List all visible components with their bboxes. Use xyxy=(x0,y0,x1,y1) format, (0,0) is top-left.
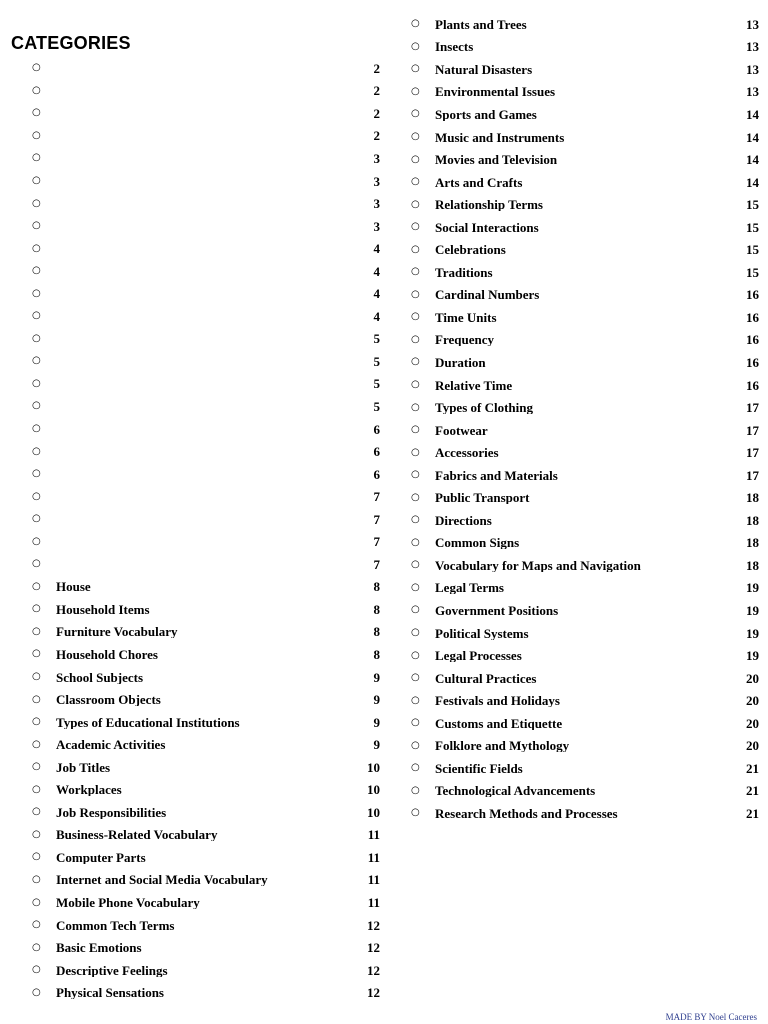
toc-entry-page-number: 3 xyxy=(373,173,380,189)
toc-entry-label: Customs and Etiquette xyxy=(435,716,563,730)
toc-entry-page-number: 5 xyxy=(373,331,380,347)
circle-bullet-icon: ○ xyxy=(32,919,41,931)
toc-entry-label: Folklore and Mythology xyxy=(435,739,570,753)
circle-bullet-icon: ○ xyxy=(411,40,420,52)
toc-entry-label: Vocabulary for Maps and Navigation xyxy=(435,558,641,572)
toc-entry-label: Types of Clothing xyxy=(435,401,533,415)
toc-entry[interactable] xyxy=(28,621,380,644)
circle-bullet-icon: ○ xyxy=(411,176,420,188)
toc-entry-page-number: 6 xyxy=(373,466,380,482)
toc-entry-page-number: 14 xyxy=(746,152,759,168)
toc-entry[interactable] xyxy=(28,147,380,170)
toc-entry-label: Insects xyxy=(435,40,474,54)
toc-entry-page-number: 10 xyxy=(367,782,380,798)
toc-entry-label: Footwear xyxy=(435,423,488,437)
toc-entry-page-number: 6 xyxy=(373,421,380,437)
toc-entry[interactable] xyxy=(407,757,759,780)
circle-bullet-icon: ○ xyxy=(32,423,41,435)
toc-entry-page-number: 11 xyxy=(367,849,380,865)
circle-bullet-icon: ○ xyxy=(32,671,41,683)
toc-entry-label: Furniture Vocabulary xyxy=(56,625,178,639)
toc-entry-label: Festivals and Holidays xyxy=(435,694,560,708)
toc-entry[interactable] xyxy=(407,780,759,803)
toc-entry[interactable] xyxy=(28,373,380,396)
toc-entry[interactable] xyxy=(28,688,380,711)
circle-bullet-icon: ○ xyxy=(32,941,41,953)
toc-entry-label: Duration xyxy=(435,355,486,369)
toc-entry-label: Celebrations xyxy=(435,243,506,257)
toc-entry[interactable] xyxy=(28,395,380,418)
toc-entry-page-number: 20 xyxy=(746,693,759,709)
toc-entry[interactable] xyxy=(28,756,380,779)
circle-bullet-icon: ○ xyxy=(32,964,41,976)
categories-heading: CATEGORIES xyxy=(11,33,131,53)
toc-entry[interactable] xyxy=(407,148,759,171)
circle-bullet-icon: ○ xyxy=(32,648,41,660)
circle-bullet-icon: ○ xyxy=(32,580,41,592)
toc-entry-page-number: 5 xyxy=(373,353,380,369)
toc-entry-page-number: 3 xyxy=(373,150,380,166)
circle-bullet-icon: ○ xyxy=(32,693,41,705)
toc-entry-page-number: 16 xyxy=(746,354,759,370)
toc-entry-page-number: 17 xyxy=(746,445,759,461)
toc-entry-page-number: 15 xyxy=(746,197,759,213)
toc-entry[interactable] xyxy=(28,959,380,982)
circle-bullet-icon: ○ xyxy=(32,761,41,773)
toc-entry-label: Traditions xyxy=(435,265,493,279)
toc-entry-page-number: 17 xyxy=(746,422,759,438)
toc-entry[interactable] xyxy=(407,554,759,577)
toc-entry[interactable] xyxy=(407,351,759,374)
circle-bullet-icon: ○ xyxy=(411,514,420,526)
toc-entry[interactable] xyxy=(28,666,380,689)
toc-entry-page-number: 21 xyxy=(746,760,759,776)
toc-entry-page-number: 19 xyxy=(746,625,759,641)
toc-entry-label: Sports and Games xyxy=(435,107,537,121)
circle-bullet-icon: ○ xyxy=(32,445,41,457)
toc-entry[interactable] xyxy=(28,102,380,125)
toc-entry-page-number: 18 xyxy=(746,557,759,573)
toc-entry[interactable] xyxy=(407,81,759,104)
circle-bullet-icon: ○ xyxy=(32,62,41,74)
toc-entry[interactable] xyxy=(407,509,759,532)
circle-bullet-icon: ○ xyxy=(411,18,420,30)
toc-entry[interactable] xyxy=(407,486,759,509)
toc-entry-label: Relationship Terms xyxy=(435,198,543,212)
toc-entry-page-number: 18 xyxy=(746,512,759,528)
circle-bullet-icon: ○ xyxy=(32,377,41,389)
toc-entry[interactable] xyxy=(28,576,380,599)
toc-entry-label: Environmental Issues xyxy=(435,85,556,99)
toc-entry-page-number: 16 xyxy=(746,377,759,393)
circle-bullet-icon: ○ xyxy=(411,266,420,278)
circle-bullet-icon: ○ xyxy=(411,63,420,75)
toc-entry-page-number: 16 xyxy=(746,287,759,303)
toc-entry-page-number: 7 xyxy=(373,511,380,527)
circle-bullet-icon: ○ xyxy=(411,356,420,368)
circle-bullet-icon: ○ xyxy=(32,828,41,840)
toc-entry-label: Physical Sensations xyxy=(56,986,164,1000)
toc-entry-label: Public Transport xyxy=(435,491,530,505)
toc-entry-label: Scientific Fields xyxy=(435,761,523,775)
toc-entry-label: Relative Time xyxy=(435,378,513,392)
right-toc-column xyxy=(407,13,759,825)
toc-entry-label: Business-Related Vocabulary xyxy=(56,828,218,842)
circle-bullet-icon: ○ xyxy=(32,355,41,367)
toc-entry[interactable] xyxy=(407,599,759,622)
toc-entry[interactable] xyxy=(28,801,380,824)
toc-entry[interactable] xyxy=(28,350,380,373)
toc-entry-label: Classroom Objects xyxy=(56,693,161,707)
toc-entry[interactable] xyxy=(28,440,380,463)
toc-entry[interactable] xyxy=(28,418,380,441)
toc-entry-label: Political Systems xyxy=(435,626,529,640)
toc-entry-page-number: 11 xyxy=(367,895,380,910)
toc-entry[interactable] xyxy=(28,485,380,508)
toc-entry-label: Job Titles xyxy=(56,760,111,774)
circle-bullet-icon: ○ xyxy=(411,807,420,819)
circle-bullet-icon: ○ xyxy=(411,131,420,142)
toc-entry-label: Common Signs xyxy=(435,536,520,550)
circle-bullet-icon: ○ xyxy=(411,604,420,616)
toc-entry-page-number: 19 xyxy=(746,648,759,664)
toc-entry-page-number: 13 xyxy=(746,39,759,55)
toc-entry-label: Types of Educational Institutions xyxy=(56,715,240,729)
toc-entry-page-number: 7 xyxy=(373,556,380,572)
toc-entry-page-number: 8 xyxy=(373,579,380,595)
circle-bullet-icon: ○ xyxy=(411,717,420,729)
toc-entry[interactable] xyxy=(407,667,759,690)
toc-entry[interactable] xyxy=(407,644,759,667)
toc-entry-page-number: 21 xyxy=(746,805,759,821)
circle-bullet-icon: ○ xyxy=(411,739,420,751)
circle-bullet-icon: ○ xyxy=(411,784,420,796)
toc-entry[interactable] xyxy=(28,80,380,103)
toc-entry-page-number: 6 xyxy=(373,444,380,460)
circle-bullet-icon: ○ xyxy=(32,625,41,637)
toc-entry-page-number: 15 xyxy=(746,219,759,235)
toc-entry-page-number: 14 xyxy=(746,106,759,122)
toc-entry[interactable] xyxy=(28,936,380,959)
toc-entry-page-number: 10 xyxy=(367,804,380,820)
toc-entry-page-number: 15 xyxy=(746,264,759,280)
toc-entry[interactable] xyxy=(28,553,380,576)
toc-entry-label: Household Chores xyxy=(56,647,158,661)
toc-entry-page-number: 9 xyxy=(373,692,380,708)
toc-entry[interactable] xyxy=(407,689,759,712)
toc-entry[interactable] xyxy=(28,981,380,1004)
toc-entry[interactable] xyxy=(407,712,759,735)
toc-entry-label: Technological Advancements xyxy=(435,784,596,798)
circle-bullet-icon: ○ xyxy=(411,311,420,323)
toc-entry-label: Fabrics and Materials xyxy=(435,468,558,482)
toc-entry-label: Basic Emotions xyxy=(56,941,142,955)
toc-entry[interactable] xyxy=(407,126,759,149)
toc-entry[interactable] xyxy=(28,914,380,937)
left-toc-column xyxy=(28,57,380,1004)
toc-entry[interactable] xyxy=(407,464,759,487)
circle-bullet-icon: ○ xyxy=(411,401,420,413)
toc-entry-label: Computer Parts xyxy=(56,850,146,864)
toc-entry[interactable] xyxy=(28,711,380,734)
circle-bullet-icon: ○ xyxy=(32,400,41,412)
circle-bullet-icon: ○ xyxy=(32,873,41,885)
toc-entry-page-number: 13 xyxy=(746,61,759,77)
toc-entry[interactable] xyxy=(28,170,380,193)
toc-entry-page-number: 20 xyxy=(746,738,759,754)
toc-entry[interactable] xyxy=(28,891,380,914)
circle-bullet-icon: ○ xyxy=(32,896,41,908)
circle-bullet-icon: ○ xyxy=(411,762,420,774)
circle-bullet-icon: ○ xyxy=(32,806,41,818)
circle-bullet-icon: ○ xyxy=(32,129,41,141)
toc-entry[interactable] xyxy=(28,57,380,80)
toc-entry-page-number: 16 xyxy=(746,332,759,348)
toc-entry[interactable] xyxy=(28,733,380,756)
toc-entry-label: Internet and Social Media Vocabulary xyxy=(56,873,268,887)
toc-entry[interactable] xyxy=(28,260,380,283)
toc-entry-page-number: 13 xyxy=(746,84,759,100)
circle-bullet-icon: ○ xyxy=(32,242,41,254)
toc-entry-page-number: 8 xyxy=(373,646,380,662)
toc-entry-page-number: 18 xyxy=(746,535,759,551)
circle-bullet-icon: ○ xyxy=(32,175,41,186)
toc-entry-page-number: 10 xyxy=(367,759,380,775)
circle-bullet-icon: ○ xyxy=(32,513,41,525)
toc-entry-label: Plants and Trees xyxy=(435,17,527,31)
circle-bullet-icon: ○ xyxy=(411,379,420,391)
toc-entry-page-number: 3 xyxy=(373,196,380,212)
toc-entry[interactable] xyxy=(407,193,759,216)
toc-entry[interactable] xyxy=(28,824,380,847)
toc-entry[interactable] xyxy=(407,329,759,352)
toc-entry-page-number: 9 xyxy=(373,714,380,730)
toc-entry-label: Academic Activities xyxy=(56,738,166,752)
toc-entry-page-number: 12 xyxy=(367,962,380,978)
circle-bullet-icon: ○ xyxy=(411,221,420,233)
toc-entry[interactable] xyxy=(407,306,759,329)
toc-entry[interactable] xyxy=(407,284,759,307)
toc-entry-label: Arts and Crafts xyxy=(435,175,523,189)
toc-entry-label: Movies and Television xyxy=(435,153,558,167)
circle-bullet-icon: ○ xyxy=(32,716,41,728)
toc-entry[interactable] xyxy=(407,802,759,825)
toc-entry[interactable] xyxy=(407,216,759,239)
toc-entry-label: Frequency xyxy=(435,333,494,347)
circle-bullet-icon: ○ xyxy=(32,197,41,209)
toc-entry-page-number: 4 xyxy=(373,308,380,324)
toc-entry-label: Government Positions xyxy=(435,603,559,617)
circle-bullet-icon: ○ xyxy=(32,332,41,344)
circle-bullet-icon: ○ xyxy=(411,491,420,503)
toc-entry[interactable] xyxy=(28,779,380,802)
toc-entry-label: Cultural Practices xyxy=(435,671,537,685)
toc-entry-label: Household Items xyxy=(56,602,150,616)
toc-entry[interactable] xyxy=(407,577,759,600)
toc-entry-page-number: 12 xyxy=(367,917,380,933)
circle-bullet-icon: ○ xyxy=(411,424,420,436)
toc-entry-page-number: 17 xyxy=(746,467,759,483)
toc-entry-page-number: 5 xyxy=(373,398,380,414)
toc-entry-page-number: 20 xyxy=(746,715,759,731)
toc-entry[interactable] xyxy=(28,643,380,666)
toc-entry-page-number: 2 xyxy=(373,128,380,144)
toc-entry[interactable] xyxy=(28,328,380,351)
toc-entry-page-number: 2 xyxy=(373,83,380,99)
circle-bullet-icon: ○ xyxy=(411,694,420,706)
toc-entry[interactable] xyxy=(28,508,380,531)
circle-bullet-icon: ○ xyxy=(32,152,41,164)
toc-entry-label: Accessories xyxy=(435,446,499,460)
circle-bullet-icon: ○ xyxy=(411,85,420,97)
circle-bullet-icon: ○ xyxy=(32,287,41,299)
circle-bullet-icon: ○ xyxy=(411,108,420,120)
toc-entry-page-number: 12 xyxy=(367,985,380,1001)
toc-entry[interactable] xyxy=(407,13,759,36)
toc-entry-label: Mobile Phone Vocabulary xyxy=(56,896,200,909)
toc-entry-label: Social Interactions xyxy=(435,220,539,234)
circle-bullet-icon: ○ xyxy=(32,986,41,998)
toc-entry-page-number: 21 xyxy=(746,783,759,799)
toc-entry-page-number: 7 xyxy=(373,534,380,550)
toc-entry[interactable] xyxy=(28,125,380,148)
toc-entry-label: School Subjects xyxy=(56,670,144,684)
toc-entry[interactable] xyxy=(28,282,380,305)
circle-bullet-icon: ○ xyxy=(32,107,41,119)
toc-entry-label: Directions xyxy=(435,513,492,527)
toc-entry[interactable] xyxy=(407,261,759,284)
toc-entry[interactable] xyxy=(28,192,380,215)
toc-entry-label: Music and Instruments xyxy=(435,130,565,144)
toc-entry-page-number: 2 xyxy=(373,60,380,76)
circle-bullet-icon: ○ xyxy=(411,672,420,684)
toc-entry-label: Research Methods and Processes xyxy=(435,806,618,820)
circle-bullet-icon: ○ xyxy=(32,851,41,863)
author-credit: MADE BY Noel Caceres xyxy=(665,1012,757,1022)
toc-entry-page-number: 3 xyxy=(373,218,380,234)
circle-bullet-icon: ○ xyxy=(32,310,41,322)
toc-entry-page-number: 14 xyxy=(746,174,759,190)
circle-bullet-icon: ○ xyxy=(32,558,41,570)
toc-entry-page-number: 2 xyxy=(373,105,380,121)
toc-entry-page-number: 11 xyxy=(367,827,380,843)
toc-entry[interactable] xyxy=(28,463,380,486)
toc-entry-page-number: 19 xyxy=(746,580,759,596)
toc-entry-label: Time Units xyxy=(435,310,497,324)
toc-entry[interactable] xyxy=(407,238,759,261)
toc-entry[interactable] xyxy=(407,103,759,126)
circle-bullet-icon: ○ xyxy=(32,490,41,502)
toc-entry[interactable] xyxy=(28,846,380,869)
circle-bullet-icon: ○ xyxy=(32,603,41,615)
toc-entry[interactable] xyxy=(407,171,759,194)
toc-entry-page-number: 12 xyxy=(367,940,380,956)
toc-entry[interactable] xyxy=(28,215,380,238)
circle-bullet-icon: ○ xyxy=(411,536,420,548)
circle-bullet-icon: ○ xyxy=(411,627,420,639)
toc-entry-label: Legal Processes xyxy=(435,649,522,663)
circle-bullet-icon: ○ xyxy=(411,469,420,481)
toc-entry-label: Natural Disasters xyxy=(435,62,533,76)
circle-bullet-icon: ○ xyxy=(32,468,41,480)
toc-entry-page-number: 7 xyxy=(373,489,380,505)
toc-entry-page-number: 14 xyxy=(746,129,759,145)
circle-bullet-icon: ○ xyxy=(411,581,420,593)
toc-entry[interactable] xyxy=(28,237,380,260)
toc-entry[interactable] xyxy=(28,305,380,328)
toc-entry[interactable] xyxy=(407,735,759,758)
toc-entry-label: Cardinal Numbers xyxy=(435,288,540,302)
toc-entry-label: House xyxy=(56,580,91,594)
circle-bullet-icon: ○ xyxy=(411,559,420,571)
toc-entry-label: Common Tech Terms xyxy=(56,918,175,932)
circle-bullet-icon: ○ xyxy=(32,738,41,750)
toc-entry[interactable] xyxy=(407,441,759,464)
toc-entry-page-number: 11 xyxy=(367,872,380,888)
toc-entry[interactable] xyxy=(407,532,759,555)
toc-entry-page-number: 18 xyxy=(746,490,759,506)
toc-entry[interactable] xyxy=(28,869,380,892)
toc-entry-page-number: 4 xyxy=(373,241,380,257)
circle-bullet-icon: ○ xyxy=(411,446,420,458)
toc-entry-page-number: 16 xyxy=(746,309,759,325)
circle-bullet-icon: ○ xyxy=(411,333,420,345)
toc-entry-label: Job Responsibilities xyxy=(56,805,167,819)
circle-bullet-icon: ○ xyxy=(32,783,41,795)
toc-entry[interactable] xyxy=(407,419,759,442)
toc-entry-page-number: 5 xyxy=(373,376,380,392)
circle-bullet-icon: ○ xyxy=(32,265,41,277)
toc-entry-page-number: 4 xyxy=(373,286,380,302)
toc-entry-page-number: 15 xyxy=(746,242,759,258)
toc-entry-page-number: 9 xyxy=(373,669,380,685)
circle-bullet-icon: ○ xyxy=(32,220,41,232)
toc-entry[interactable] xyxy=(407,622,759,645)
toc-entry[interactable] xyxy=(407,374,759,397)
toc-entry[interactable] xyxy=(407,58,759,81)
toc-entry[interactable] xyxy=(407,396,759,419)
toc-entry-page-number: 8 xyxy=(373,601,380,617)
circle-bullet-icon: ○ xyxy=(32,84,41,96)
circle-bullet-icon: ○ xyxy=(411,288,420,300)
toc-entry-label: Legal Terms xyxy=(435,581,504,595)
toc-entry-page-number: 19 xyxy=(746,602,759,618)
toc-entry[interactable] xyxy=(407,36,759,59)
toc-entry-page-number: 9 xyxy=(373,737,380,753)
toc-entry-label: Descriptive Feelings xyxy=(56,963,168,977)
circle-bullet-icon: ○ xyxy=(411,649,420,661)
toc-entry-page-number: 8 xyxy=(373,624,380,640)
toc-entry[interactable] xyxy=(28,530,380,553)
circle-bullet-icon: ○ xyxy=(32,535,41,547)
circle-bullet-icon: ○ xyxy=(411,198,420,210)
toc-entry-page-number: 20 xyxy=(746,670,759,686)
circle-bullet-icon: ○ xyxy=(411,153,420,165)
toc-entry-page-number: 13 xyxy=(746,16,759,32)
toc-entry-page-number: 4 xyxy=(373,263,380,279)
toc-entry-label: Workplaces xyxy=(56,783,122,797)
toc-entry[interactable] xyxy=(28,598,380,621)
toc-entry-page-number: 17 xyxy=(746,400,759,416)
circle-bullet-icon: ○ xyxy=(411,243,420,255)
